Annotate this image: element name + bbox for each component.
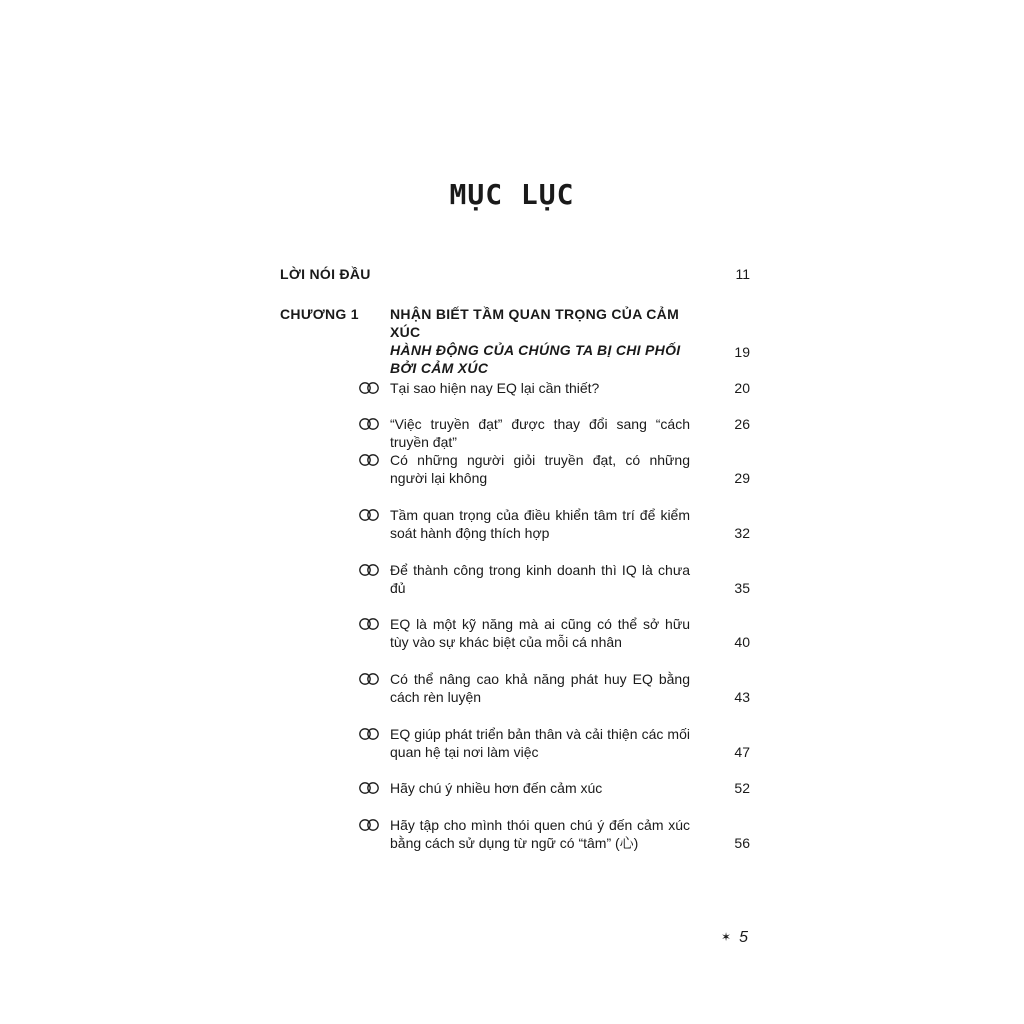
infinity-loop-icon: [358, 453, 380, 467]
toc-entry-title: Để thành công trong kinh doanh thì IQ là chưa đủ: [390, 562, 690, 596]
toc-entry-title: Tại sao hiện nay EQ lại cần thiết?: [390, 380, 600, 396]
toc-entry-title: EQ là một kỹ năng mà ai cũng có thể sở hữu tùy vào sự khác biệt của mỗi cá nhân: [390, 616, 690, 650]
toc-entry-title: Hãy chú ý nhiều hơn đến cảm xúc: [390, 780, 603, 796]
chapter-1-subheading: HÀNH ĐỘNG CỦA CHÚNG TA BỊ CHI PHỐI BỞI CẢM XÚC: [390, 342, 681, 376]
chapter-1-page: 19: [734, 344, 750, 360]
toc-entry[interactable]: [280, 670, 750, 706]
toc-entry-page: 40: [734, 634, 750, 650]
page-folio: [721, 929, 748, 947]
star-icon: ✶: [721, 930, 732, 944]
preface-page: 11: [735, 266, 750, 282]
toc-entry[interactable]: [280, 561, 750, 597]
infinity-loop-icon: [358, 563, 380, 577]
toc-entry-title: “Việc truyền đạt” được thay đổi sang “cách truyền đạt”: [390, 416, 690, 450]
toc-entry[interactable]: [280, 615, 750, 651]
infinity-loop-icon: [358, 508, 380, 522]
toc-entry-page: 20: [734, 380, 750, 396]
toc-entry-page: 56: [734, 835, 750, 851]
toc-entry-page: 29: [734, 470, 750, 486]
toc-entry-page: 43: [734, 689, 750, 705]
toc-entry[interactable]: [280, 816, 750, 852]
page-title: MỤC LỤC: [449, 178, 575, 211]
chapter-1-titles: [390, 305, 690, 377]
toc-entry-title: EQ giúp phát triển bản thân và cải thiện các mối quan hệ tại nơi làm việc: [390, 726, 690, 760]
toc-chapter-1[interactable]: [280, 305, 750, 376]
infinity-loop-icon: [358, 417, 380, 431]
toc-entry[interactable]: [280, 451, 750, 487]
toc-entry-page: 52: [734, 780, 750, 796]
folio-number: 5: [739, 929, 748, 946]
toc-entry-page: 35: [734, 580, 750, 596]
toc-entry-title: Có những người giỏi truyền đạt, có những người lại không: [390, 452, 690, 486]
preface-label: LỜI NÓI ĐẦU: [280, 266, 371, 282]
toc-entry[interactable]: [280, 379, 750, 397]
toc-entry[interactable]: [280, 415, 750, 450]
infinity-loop-icon: [358, 381, 380, 395]
toc-entry[interactable]: [280, 506, 750, 542]
toc-entry-title: Hãy tập cho mình thói quen chú ý đến cảm xúc bằng cách sử dụng từ ngữ có “tâm” (心): [390, 817, 690, 851]
infinity-loop-icon: [358, 781, 380, 795]
chapter-1-label: CHƯƠNG 1: [280, 306, 359, 322]
toc-entry[interactable]: [280, 779, 750, 797]
toc-entry-title: Có thể nâng cao khả năng phát huy EQ bằng cách rèn luyện: [390, 671, 690, 705]
toc-entry-page: 47: [734, 744, 750, 760]
toc-entry-title: Tầm quan trọng của điều khiển tâm trí để kiểm soát hành động thích hợp: [390, 507, 690, 541]
toc-entry[interactable]: [280, 725, 750, 761]
infinity-loop-icon: [358, 727, 380, 741]
infinity-loop-icon: [358, 617, 380, 631]
toc-entry-page: 32: [734, 525, 750, 541]
toc-entry-page: 26: [734, 416, 750, 432]
chapter-1-heading: NHẬN BIẾT TẦM QUAN TRỌNG CỦA CẢM XÚC: [390, 306, 680, 340]
infinity-loop-icon: [358, 818, 380, 832]
infinity-loop-icon: [358, 672, 380, 686]
